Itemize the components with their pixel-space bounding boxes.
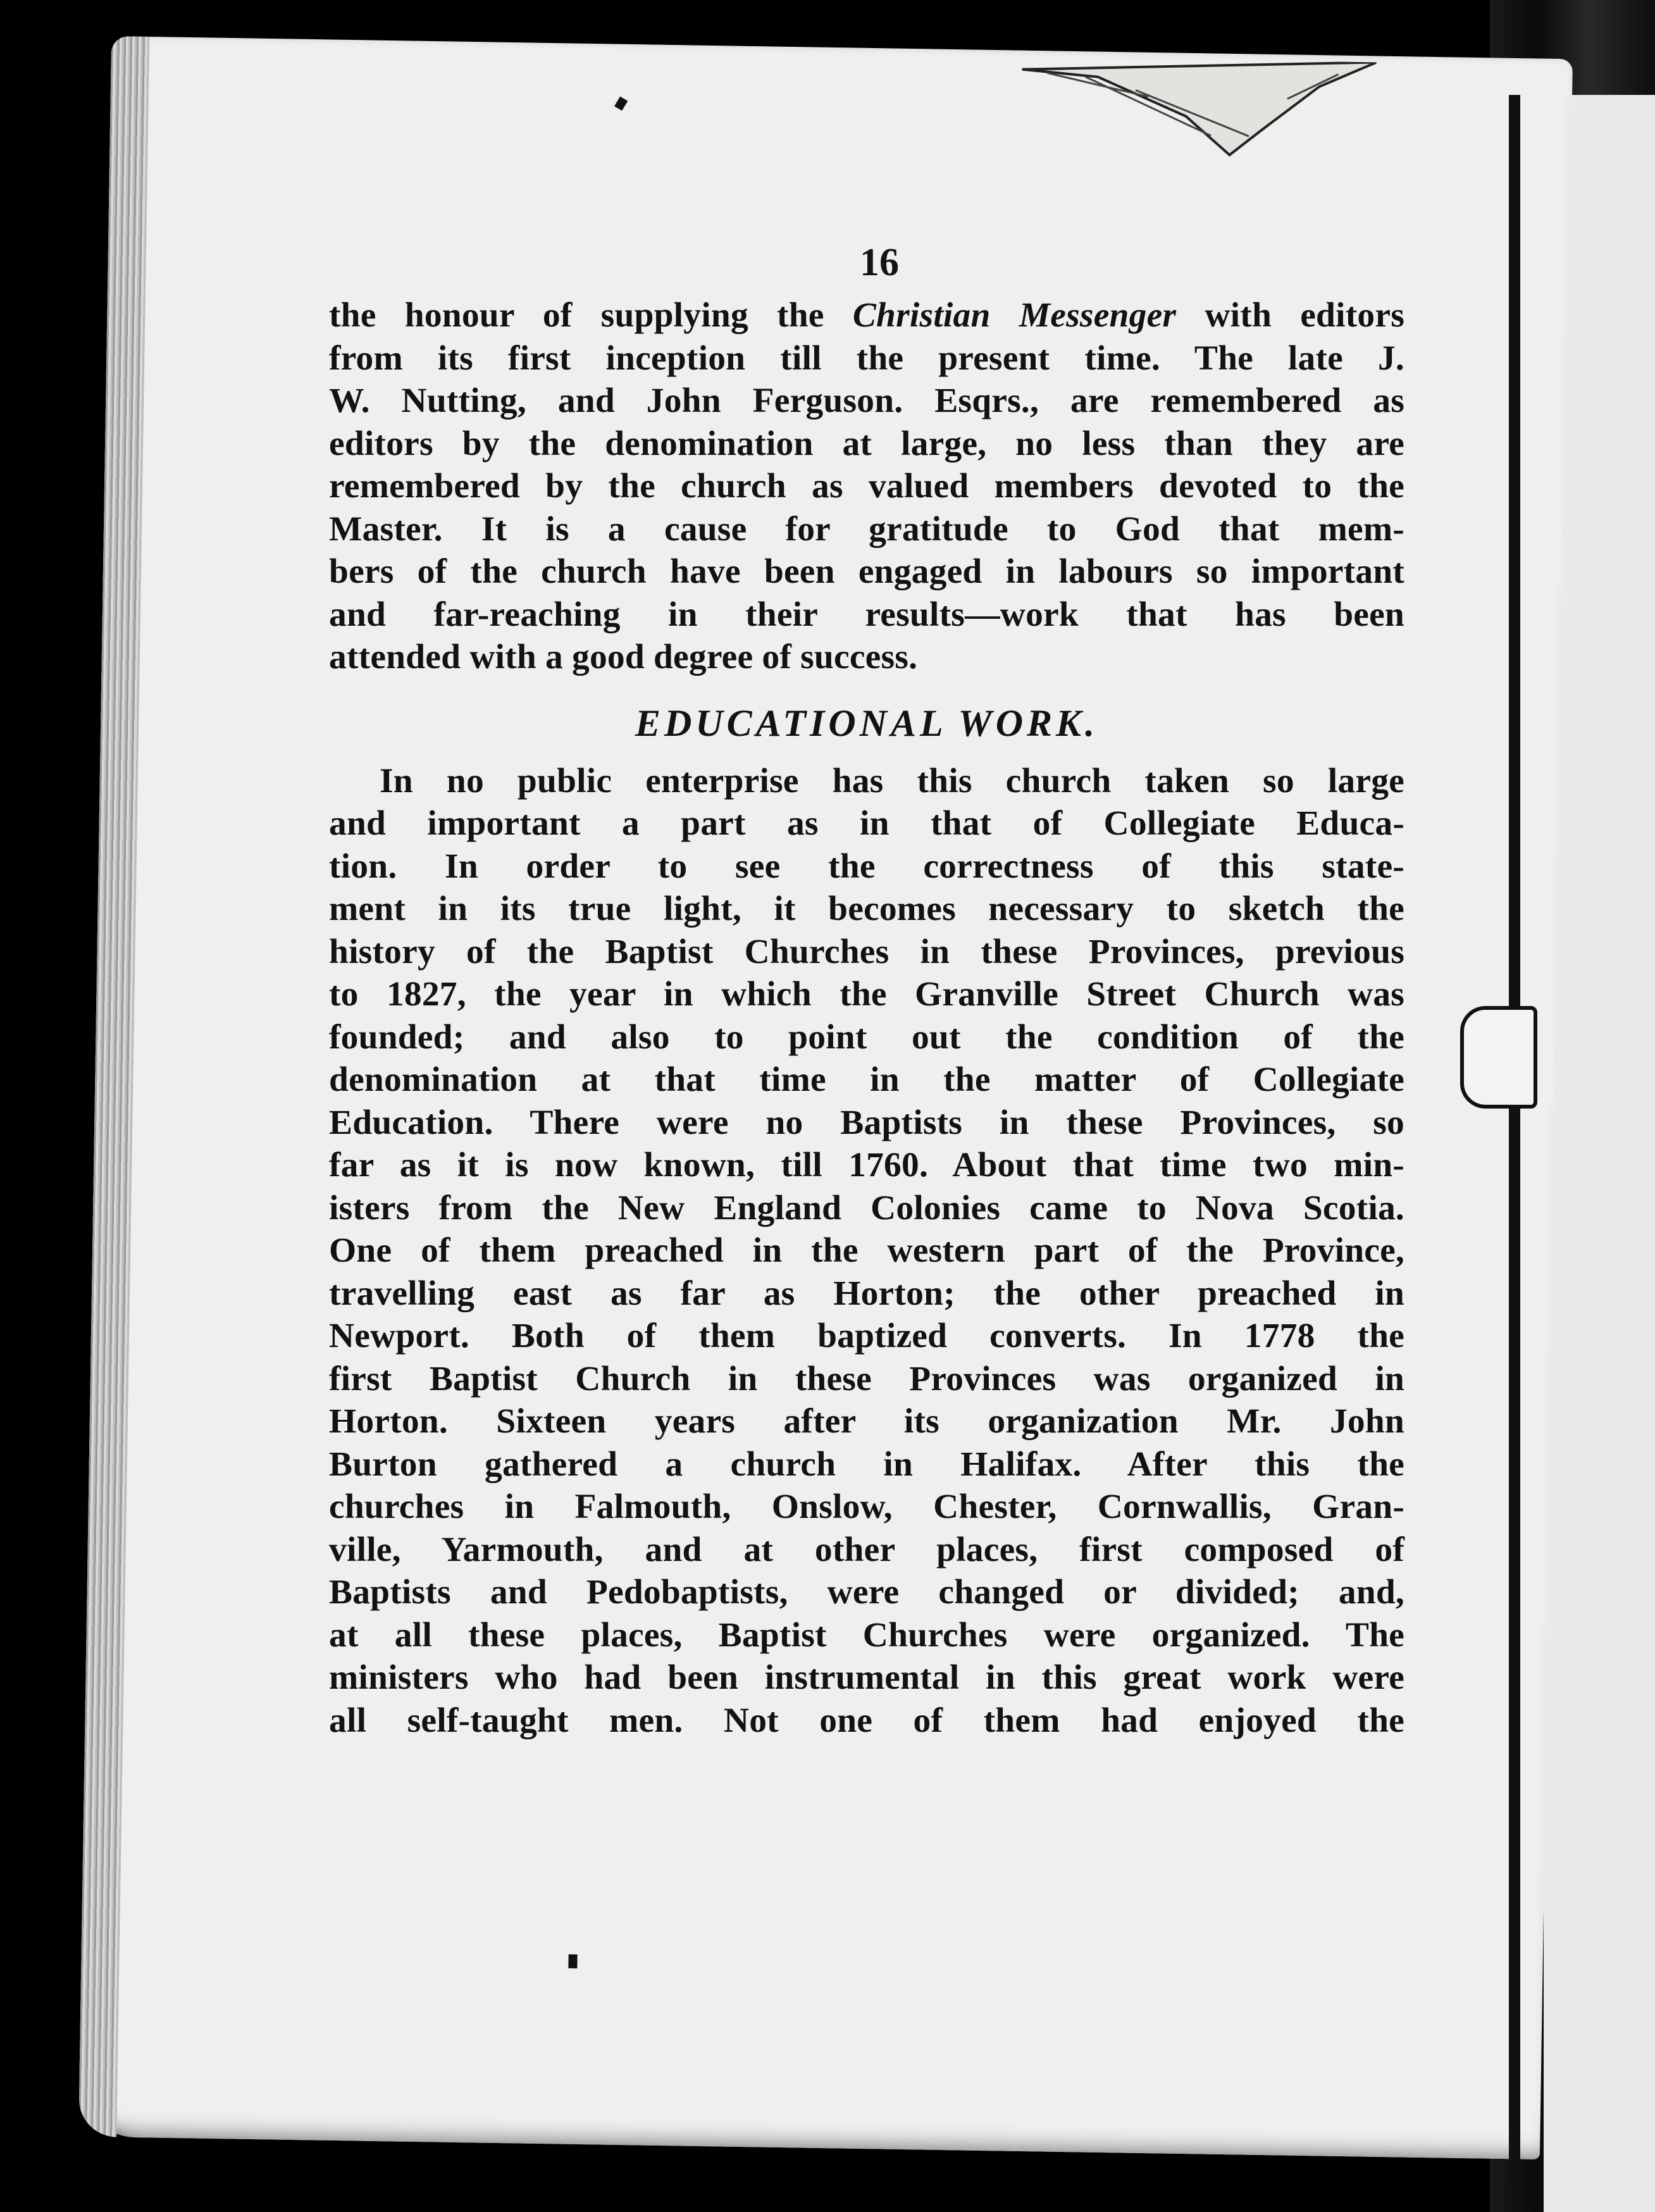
- text-line: Horton. Sixteen years after its organization Mr. John: [329, 1402, 1404, 1441]
- text-line: travelling east as far as Horton; the other preached in: [329, 1274, 1404, 1313]
- publication-title: Christian Messenger: [852, 296, 1177, 335]
- text-line: ville, Yarmouth, and at other places, first composed of: [329, 1530, 1404, 1569]
- text-line: history of the Baptist Churches in these Provinces, previous: [329, 932, 1404, 971]
- text-line: and important a part as in that of Collegiate Educa-: [329, 804, 1404, 843]
- text-line: ment in its true light, it becomes necessary to sketch the: [329, 890, 1404, 928]
- text-line: and far-reaching in their results—work that has been: [329, 595, 1404, 634]
- torn-corner: [1020, 57, 1377, 177]
- text-line: tion. In order to see the correctness of this state-: [329, 847, 1404, 886]
- text-line: Master. It is a cause for gratitude to God that mem-: [329, 509, 1404, 549]
- text-line: Burton gathered a church in Halifax. After this the: [329, 1445, 1404, 1484]
- text-line: the honour of supplying the Christian Messenger with editors: [329, 296, 1404, 335]
- text-line: attended with a good degree of success.: [329, 638, 918, 676]
- text-line: founded; and also to point out the condition of the: [329, 1017, 1404, 1057]
- text-line: editors by the denomination at large, no less than they are: [329, 424, 1404, 463]
- ink-speck: [568, 1954, 577, 1968]
- text-line: ministers who had been instrumental in this great work were: [329, 1658, 1404, 1697]
- body-text: [329, 294, 1404, 1742]
- text-line: denomination at that time in the matter of Collegiate: [329, 1060, 1404, 1099]
- page-gutter-shadow: [1509, 95, 1520, 2183]
- text-line: bers of the church have been engaged in labours so important: [329, 552, 1404, 591]
- text-line: isters from the New England Colonies came to Nova Scotia.: [329, 1188, 1404, 1227]
- text-line: Newport. Both of them baptized converts. In 1778 the: [329, 1317, 1404, 1355]
- page-edge-stack: [78, 36, 149, 2137]
- text-line: In no public enterprise has this church taken so large: [380, 761, 1404, 800]
- text-line: Baptists and Pedobaptists, were changed or divided; and,: [329, 1573, 1404, 1612]
- text-line: at all these places, Baptist Churches were organized. The: [329, 1615, 1404, 1655]
- binding-clip: [1460, 1006, 1537, 1109]
- text-line: to 1827, the year in which the Granville Street Church was: [329, 975, 1404, 1014]
- ink-speck: [614, 96, 628, 111]
- text-line: first Baptist Church in these Provinces was organized in: [329, 1359, 1404, 1398]
- text-line: Education. There were no Baptists in these Provinces, so: [329, 1103, 1404, 1142]
- text-line: far as it is now known, till 1760. About that time two min-: [329, 1146, 1404, 1184]
- text-line: all self-taught men. Not one of them had enjoyed the: [329, 1701, 1404, 1740]
- text-line: remembered by the church as valued members devoted to the: [329, 467, 1404, 506]
- text-line: from its first inception till the present time. The late J.: [329, 339, 1404, 378]
- section-heading: EDUCATIONAL WORK.: [635, 702, 1099, 744]
- text-line: W. Nutting, and John Ferguson. Esqrs., are remembered as: [329, 382, 1404, 420]
- text-line: churches in Falmouth, Onslow, Chester, Cornwallis, Gran-: [329, 1488, 1404, 1526]
- text-line: One of them preached in the western part of the Province,: [329, 1231, 1404, 1270]
- paragraph-messenger: [329, 294, 1404, 679]
- paragraph-education: [329, 760, 1404, 1743]
- page-number: 16: [860, 241, 899, 284]
